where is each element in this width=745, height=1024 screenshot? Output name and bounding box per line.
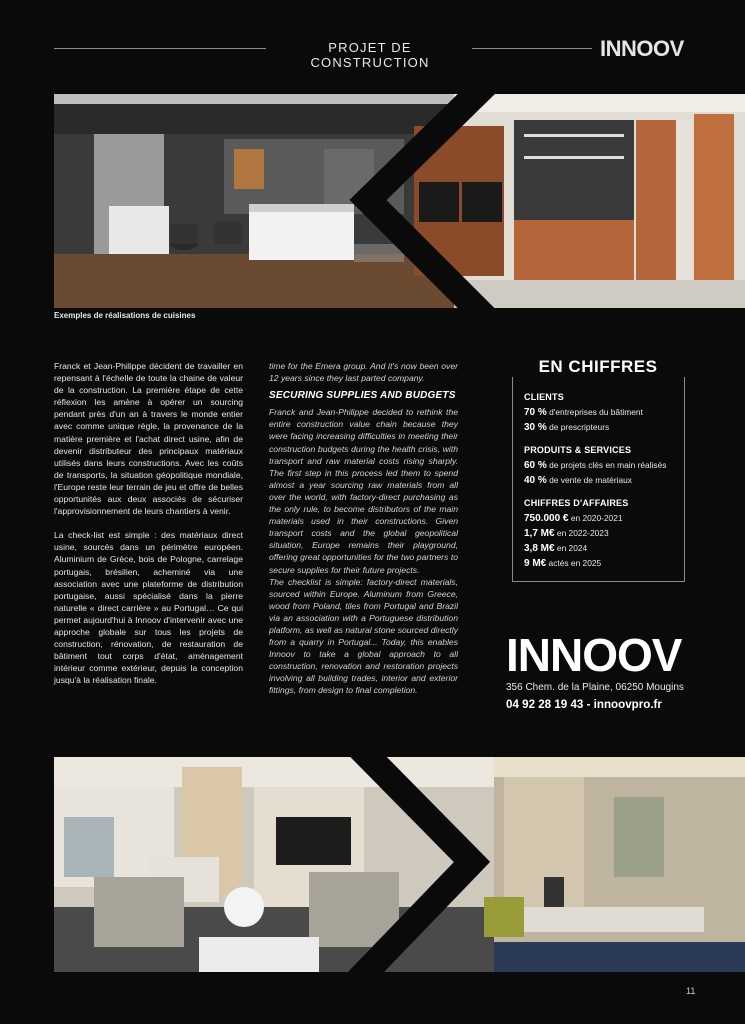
section-title: PROJET DE CONSTRUCTION — [310, 40, 430, 70]
figures-heading: PRODUITS & SERVICES — [524, 445, 632, 455]
figures-section-products — [524, 445, 684, 488]
figures-section-clients — [524, 392, 684, 435]
article-paragraph: Franck et Jean-Philippe décident de travailler en repensant à l'échelle de toute la chaine de valeur de la construction. La première étape de cette réflexion les amène à opérer un sourcing pendant près d'un an à travers le monde entier avec comme unique règle, la provenance de la matière première et l'achat direct usine, afin de devenir distributeur des principaux matériaux utilisés dans leurs constructions. Avec les coûts de transports, la situation géopolitique mondiale, l'Europe reste leur terrain de jeu et offre de belles opportunités aux deux associés de sécuriser l'approvisionnement de leurs chantiers à venir. — [54, 361, 243, 517]
key-figures — [524, 392, 684, 571]
company-address: 356 Chem. de la Plaine, 06250 Mougins — [506, 682, 684, 693]
article-subheading: SECURING SUPPLIES AND BUDGETS — [269, 390, 456, 402]
header-rule-right — [472, 48, 592, 49]
page-number: 11 — [686, 986, 696, 996]
article-paragraph: Franck and Jean-Philippe decided to rethink the entire construction value chain because they were facing increasing difficulties in meeting their construction budgets during the health crisis, with transport and raw material costs rising sharply. The first step in this process led them to spend almost a year sourcing raw materials from all over the world, with factory-direct purchasing as the only rule, to become distributors of the main materials used in their constructions. Given transport costs and the global geopolitical situation, Europe remains their playground, offering great opportunities for the two partners to secure supplies for their future projects. — [269, 407, 458, 575]
figure-row: 70 % d'entreprises du bâtiment — [524, 407, 643, 418]
chevron-decoration-bottom — [314, 722, 514, 1012]
figure-row: 30 % de prescripteurs — [524, 422, 610, 433]
figure-row: 3,8 M€ en 2024 — [524, 543, 588, 554]
photo-caption: Exemples de réalisations de cuisines — [54, 311, 196, 320]
article-column-en — [269, 360, 458, 697]
figure-row: 750.000 € en 2020-2021 — [524, 513, 623, 524]
figures-section-revenue — [524, 498, 684, 571]
figure-row: 1,7 M€ en 2022-2023 — [524, 528, 609, 539]
figure-row: 9 M€ actés en 2025 — [524, 558, 602, 569]
article-paragraph: La check-list est simple : des matériaux direct usine, sourcés dans un périmètre européen. Aluminium de Grèce, bois de Pologne, carrelage portugais, brésilien, acheminé via une association avec une plateforme de distribution portugaise, aussi spécialisé dans la pierre naturelle « direct carrière » au Portugal… Ce qui permet aujourd'hui à Innoov d'intervenir avec une approche globale sur tous les projets de construction, rénovation, de restauration de bâtiment tout corps d'état, aménagement intérieur comme extérieur, depuis la conception jusqu'à la réalisation finale. — [54, 530, 243, 686]
chevron-decoration-top — [346, 60, 546, 350]
article-intro: time for the Emera group. And it's now been over 12 years since they last parted company. — [269, 361, 458, 384]
figure-row: 40 % de vente de matériaux — [524, 475, 632, 486]
key-figures-title: EN CHIFFRES — [506, 357, 690, 377]
company-contact[interactable]: 04 92 28 19 43 - innoovpro.fr — [506, 698, 662, 711]
figures-heading: CHIFFRES D'AFFAIRES — [524, 498, 629, 508]
header-logo: INNOOV — [600, 36, 684, 61]
header-rule-left — [54, 48, 266, 49]
figure-row: 60 % de projets clés en main réalisés — [524, 460, 667, 471]
article-paragraph: The checklist is simple: factory-direct materials, sourced within Europe. Aluminum from Greece, wood from Poland, tiles from Portugal and Brazil via an association with a Portuguese distribution platform, as well as natural stone sourced directly from a quarry in Portugal... Today, this enables Innoov to take a global approach to all construction, renovation and restoration projects involving all building trades, interior and exterior fittings, from design to final completion. — [269, 576, 458, 696]
article-column-fr — [54, 360, 243, 686]
figures-heading: CLIENTS — [524, 392, 564, 402]
company-logo: INNOOV — [506, 629, 682, 681]
